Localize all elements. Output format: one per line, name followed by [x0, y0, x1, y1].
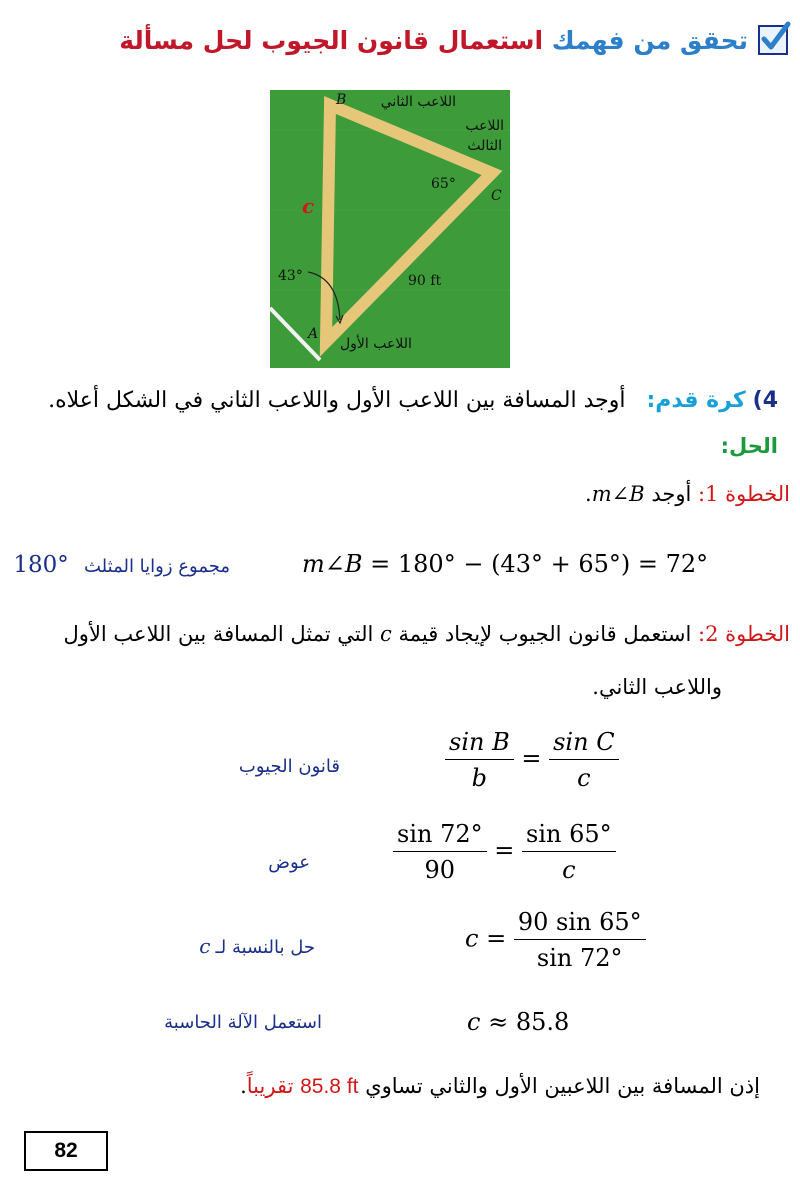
vertex-b-label: B	[336, 92, 347, 108]
problem-text: أوجد المسافة بين اللاعب الأول واللاعب الثاني في الشكل أعلاه.	[48, 388, 626, 413]
eq4-lhs: c =	[465, 924, 507, 953]
eq4-note	[199, 934, 315, 958]
calculator-result	[467, 1008, 569, 1036]
soccer-triangle-figure	[270, 90, 510, 368]
conclusion-approx: تقريباً	[246, 1074, 294, 1098]
eq4-num: 90 sin 65°	[514, 908, 646, 940]
eq2-den-right: c	[577, 764, 591, 792]
step-1	[585, 482, 790, 506]
step-2-text-a: استعمل قانون الجيوب لإيجاد قيمة	[398, 622, 692, 646]
eq5-lhs: c	[467, 1008, 481, 1036]
player-c-label-line1: اللاعب	[465, 118, 504, 134]
solution-label: الحل:	[720, 434, 778, 458]
eq3-num-right: sin 65°	[522, 820, 616, 852]
law-of-sines-equation: $\frac{\text{sin B}}{b}$ = $\frac{\text{sin C}}{c}$	[445, 728, 619, 792]
player-c-label-line2: الثالث	[467, 138, 502, 154]
eq3-den-right: c	[562, 856, 576, 884]
eq3-num-left: sin 72°	[393, 820, 487, 852]
angle-sum-equation	[302, 550, 708, 578]
conclusion	[240, 1074, 760, 1099]
step-1-end: .	[585, 482, 592, 506]
step-2-label: الخطوة 2:	[698, 622, 790, 646]
eq1-note-value: 180°	[13, 552, 69, 578]
step-2-text-b: التي تمثل المسافة بين اللاعب الأول	[63, 622, 374, 646]
step-2-line2	[592, 675, 722, 699]
header-title-part2: استعمال قانون الجيوب لحل مسألة	[119, 25, 544, 55]
eq5-note: استعمل الآلة الحاسبة	[164, 1012, 322, 1033]
vertex-a-label: A	[308, 326, 319, 342]
eq4-note-var: c	[199, 934, 211, 958]
eq5-rhs: ≈ 85.8	[488, 1008, 570, 1036]
step-2-text-line2: واللاعب الثاني.	[592, 675, 722, 699]
eq2-num-left: sin B	[445, 728, 514, 760]
header-title	[119, 26, 748, 55]
eq2-num-right: sin C	[549, 728, 618, 760]
eq1-note-text: مجموع زوايا المثلث	[84, 556, 230, 577]
eq1-rhs: = 180° − (43° + 65°) = 72°	[370, 550, 709, 578]
conclusion-value: 85.8 ft	[300, 1075, 359, 1098]
eq1-lhs: m∠B	[302, 550, 363, 578]
eq1-note	[13, 552, 230, 578]
vertex-c-label: C	[491, 188, 502, 204]
checkbox-check-icon	[758, 25, 788, 55]
eq4-den: sin 72°	[536, 944, 623, 972]
side-b-label: 90 ft	[408, 273, 442, 289]
eq2-den-left: b	[471, 764, 488, 792]
problem-statement	[18, 388, 778, 413]
step-2-var: c	[380, 622, 392, 646]
angle-a-label: 43°	[278, 268, 303, 284]
step-1-label: الخطوة 1:	[698, 482, 790, 506]
solve-for-c-equation	[465, 908, 646, 972]
substitute-equation: $\frac{\sin 72^\circ}{90}$ = $\frac{\sin 65^\circ}{c}$	[393, 820, 616, 884]
eq2-note: قانون الجيوب	[238, 756, 340, 777]
section-header	[119, 18, 788, 62]
player-a-label: اللاعب الأول	[340, 336, 412, 352]
page-number: 82	[24, 1131, 108, 1171]
eq3-den-left: 90	[424, 856, 456, 884]
header-title-part1: تحقق من فهمك	[551, 25, 748, 55]
step-1-expr: m∠B	[591, 482, 645, 506]
conclusion-text: إذن المسافة بين اللاعبين الأول والثاني تساوي	[365, 1074, 760, 1098]
problem-name: كرة قدم:	[646, 388, 746, 413]
eq4-note-text: حل بالنسبة لـ	[215, 937, 315, 958]
player-b-label: اللاعب الثاني	[380, 94, 456, 110]
problem-number: 4)	[752, 388, 778, 413]
conclusion-end: .	[240, 1074, 247, 1098]
step-2-line1	[64, 622, 790, 646]
side-c-label: c	[302, 194, 315, 218]
step-1-text: أوجد	[651, 482, 692, 506]
angle-c-label: 65°	[431, 176, 456, 192]
eq3-note: عوض	[268, 852, 310, 873]
